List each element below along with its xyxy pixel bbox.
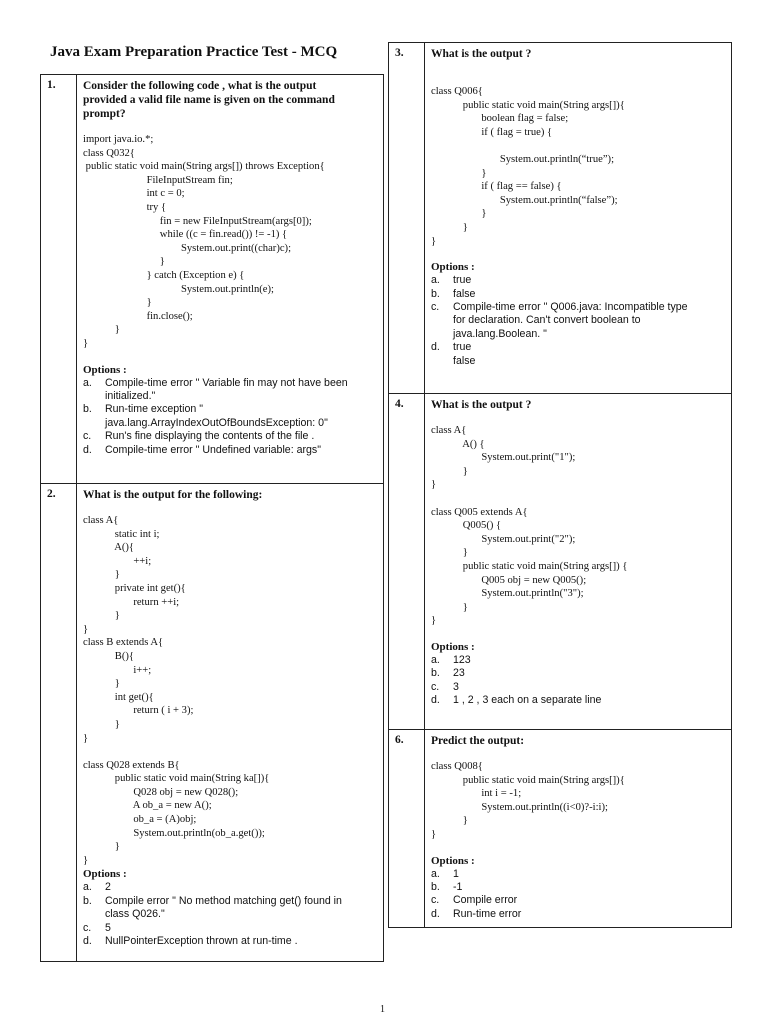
code-block: class Q006{ public static void main(String args[]){ boolean flag = false; if ( flag = true) { System.out.println(“true”); } if ( flag == false) { System.out.println(“false”); } } } <box>431 86 625 247</box>
option-d[interactable]: d. Run-time error <box>431 907 522 920</box>
question-number: 3. <box>389 43 425 393</box>
option-c[interactable]: c. Compile-time error " Q006.java: Incompatible type for declaration. Can't convert boolean to java.lang.Boolean. " <box>431 300 688 340</box>
page-number: 1 <box>380 1004 385 1015</box>
question-heading: What is the output ? <box>431 399 532 411</box>
options-label: Options : <box>83 868 127 881</box>
question-6 <box>388 729 732 928</box>
option-a[interactable]: a. 123 <box>431 653 471 666</box>
option-c[interactable]: c. 5 <box>83 921 111 934</box>
question-number: 1. <box>41 75 77 483</box>
question-1 <box>40 74 384 484</box>
option-d[interactable]: d. Compile-time error " Undefined variable: args" <box>83 443 321 456</box>
option-a[interactable]: a. 1 <box>431 867 459 880</box>
options-label: Options : <box>431 854 475 867</box>
option-b[interactable]: b. Run-time exception " java.lang.ArrayIndexOutOfBoundsException: 0" <box>83 403 328 429</box>
question-heading: What is the output ? <box>431 48 532 60</box>
option-a[interactable]: a. true <box>431 274 472 287</box>
option-b[interactable]: b. -1 <box>431 880 463 893</box>
option-b[interactable]: b. 23 <box>431 667 465 680</box>
option-b[interactable]: b. Compile error " No method matching get() found in class Q026." <box>83 894 342 921</box>
question-4 <box>388 393 732 730</box>
option-d[interactable]: d. true false <box>431 341 476 367</box>
options-label: Options : <box>431 640 475 653</box>
code-block: class Q008{ public static void main(String args[]){ int i = -1; System.out.println((i<0)?-i:i); } } <box>431 761 625 840</box>
question-heading: Consider the following code , what is the output provided a valid file name is given on the command prompt? <box>83 80 335 120</box>
option-c[interactable]: c. Run's fine displaying the contents of the file . <box>83 430 315 443</box>
option-c[interactable]: c. 3 <box>431 680 459 693</box>
option-a[interactable]: a. 2 <box>83 881 111 894</box>
option-a[interactable]: a. Compile-time error " Variable fin may not have been initialized." <box>83 376 348 402</box>
option-c[interactable]: c. Compile error <box>431 894 518 907</box>
option-b[interactable]: b. false <box>431 287 476 300</box>
question-2 <box>40 483 384 962</box>
question-number: 6. <box>389 730 425 927</box>
page-title: Java Exam Preparation Practice Test - MCQ <box>50 44 338 60</box>
code-block: class A{ A() { System.out.print("1"); } } class Q005 extends A{ Q005() { System.out.print("2"); } public static void main(String args[]) { Q005 obj = new Q005(); System.out.println("3"); } } <box>431 425 628 627</box>
option-d[interactable]: d. 1 , 2 , 3 each on a separate line <box>431 694 602 707</box>
code-block: import java.io.*; class Q032{ public static void main(String args[]) throws Exception{ FileInputStream fin; int c = 0; try { fin = new FileInputStream(args[0]); while ((c = fin.read()) != -1) { System.out.print((char)c); } } catch (Exception e) { System.out.println(e); } fin.close(); } } <box>83 134 325 349</box>
question-3 <box>388 42 732 394</box>
question-number: 4. <box>389 394 425 729</box>
question-heading: Predict the output: <box>431 735 525 747</box>
options-label: Options : <box>83 363 127 376</box>
code-block: class A{ static int i; A(){ ++i; } private int get(){ return ++i; } } class B extends A{ B(){ i++; } int get(){ return ( i + 3); } } class Q028 extends B{ public static void main(String ka[]){ Q028 obj = new Q028(); A ob_a = new A(); ob_a = (A)obj; System.out.println(ob_a.get()); } } <box>83 515 270 866</box>
options-label: Options : <box>431 261 475 274</box>
question-number: 2. <box>41 484 77 961</box>
option-d[interactable]: d. NullPointerException thrown at run-time . <box>83 935 298 948</box>
question-heading: What is the output for the following: <box>83 489 263 501</box>
